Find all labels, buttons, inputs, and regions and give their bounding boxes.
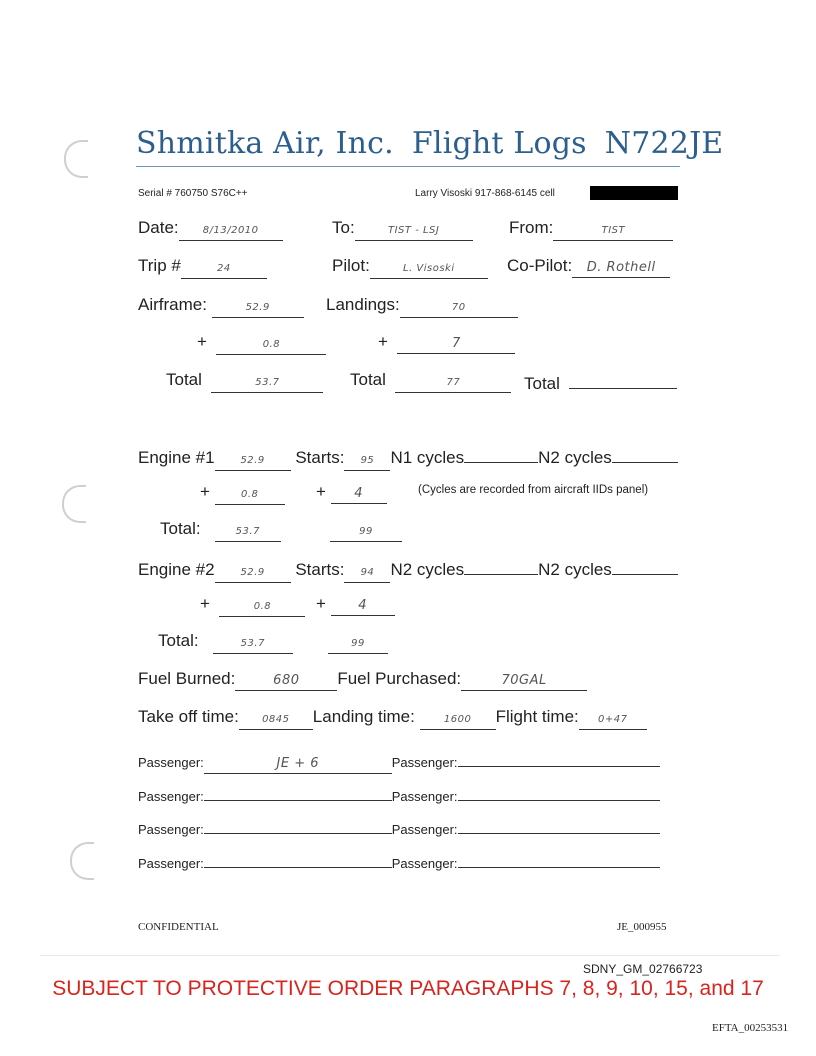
from-value: TIST: [553, 222, 673, 241]
engine2-label: Engine #2: [138, 560, 215, 579]
engine2-add-row: [200, 594, 305, 617]
title-rule: [136, 166, 680, 167]
passenger-label: Passenger:: [391, 856, 458, 871]
engine1-add-value: 0.8: [215, 486, 285, 505]
airframe-add-value: 0.8: [216, 336, 326, 355]
engine1-row: [138, 444, 678, 471]
passenger-row: [138, 782, 660, 804]
pilot-value: L. Visoski: [370, 260, 488, 279]
airframe-label: Airframe:: [138, 295, 207, 314]
engine2-starts-add-row: [316, 594, 395, 616]
engine2-starts: 94: [344, 564, 390, 583]
efta-number: EFTA_00253531: [712, 1022, 789, 1034]
total-label: Total:: [160, 519, 201, 538]
landing-time-value: 1600: [420, 711, 496, 730]
engine2-starts-total-value: 99: [328, 635, 388, 654]
engine1-starts-total-row: [330, 519, 402, 542]
plus-sign: +: [200, 594, 210, 613]
passenger-value: [204, 782, 392, 801]
date-value: 8/13/2010: [179, 222, 283, 241]
flight-time-value: 0+47: [579, 711, 647, 730]
passenger-label: Passenger:: [138, 755, 204, 770]
passenger-label: Passenger:: [138, 789, 204, 804]
plus-sign: +: [378, 332, 388, 351]
from-label: From:: [509, 218, 554, 237]
fuel-purchased-value: 70GAL: [461, 672, 587, 691]
pilot-label: Pilot:: [332, 256, 370, 275]
fuel-burned-value: 680: [235, 672, 337, 691]
airframe-total-row: [166, 370, 323, 393]
takeoff-value: 0845: [239, 711, 313, 730]
n2-cycles-value-a: [464, 556, 538, 575]
plus-sign: +: [200, 482, 210, 501]
engine1-hours: 52.9: [215, 452, 291, 471]
to-value: TIST - LSJ: [355, 222, 473, 241]
passenger-value: [458, 748, 660, 767]
bates-number: SDNY_GM_02766723: [583, 962, 703, 976]
third-total-value: [569, 370, 677, 389]
binder-hole-bottom: [70, 842, 94, 880]
cycles-note: (Cycles are recorded from aircraft IIDs panel): [418, 484, 649, 496]
n1-cycles-value: [464, 444, 538, 463]
tail-number: N722JE: [604, 126, 724, 161]
engine1-total-row: [160, 519, 281, 542]
landings-label: Landings:: [326, 295, 400, 314]
total-label: Total: [350, 370, 386, 389]
engine2-add-value: 0.8: [219, 598, 305, 617]
passenger-value: [204, 849, 392, 868]
fuel-purchased-label: Fuel Purchased:: [337, 669, 462, 688]
airframe-row: [138, 295, 304, 318]
third-total-row: [524, 370, 677, 394]
times-row: [138, 707, 647, 730]
date-row: [138, 218, 283, 241]
engine1-starts-total-value: 99: [330, 523, 402, 542]
fuel-burned-label: Fuel Burned:: [138, 669, 236, 688]
starts-label: Starts:: [295, 448, 345, 467]
landing-time-label: Landing time:: [312, 707, 415, 726]
binder-hole-middle: [62, 485, 86, 523]
total-label: Total: [524, 374, 560, 393]
copilot-label: Co-Pilot:: [507, 256, 573, 275]
n2-cycles-label-a: N2 cycles: [390, 560, 465, 579]
airframe-total-value: 53.7: [211, 374, 323, 393]
engine2-starts-add-value: 4: [331, 597, 395, 616]
to-row: [332, 218, 473, 241]
passenger-value: [204, 815, 392, 834]
passenger-label: Passenger:: [391, 789, 458, 804]
landings-value: 70: [400, 299, 518, 318]
passenger-row: [138, 748, 660, 774]
passenger-label: Passenger:: [391, 822, 458, 837]
passenger-value: JE + 6: [204, 755, 392, 774]
log-title: Flight Logs: [411, 126, 587, 161]
flight-time-label: Flight time:: [495, 707, 579, 726]
starts-label: Starts:: [295, 560, 345, 579]
trip-value: 24: [181, 260, 267, 279]
airframe-value: 52.9: [212, 299, 304, 318]
redaction-box: [590, 186, 678, 200]
passenger-value: [458, 849, 660, 868]
total-label: Total:: [158, 631, 199, 650]
binder-hole-top: [64, 140, 88, 178]
to-label: To:: [332, 218, 355, 237]
document-title: [136, 126, 723, 161]
n2-cycles-value-b: [612, 556, 678, 575]
plus-sign: +: [316, 482, 326, 501]
engine1-starts: 95: [344, 452, 390, 471]
plus-sign: +: [197, 332, 207, 351]
document-id: JE_000955: [617, 921, 667, 933]
landings-add-row: [378, 332, 515, 354]
engine2-total-value: 53.7: [213, 635, 293, 654]
engine2-starts-total-row: [328, 631, 388, 654]
airframe-add-row: [197, 332, 326, 355]
n2-cycles-value: [612, 444, 678, 463]
n2-cycles-label: N2 cycles: [538, 448, 612, 467]
takeoff-label: Take off time:: [138, 707, 239, 726]
engine1-label: Engine #1: [138, 448, 215, 467]
company-name: Shmitka Air, Inc.: [136, 126, 394, 161]
scan-edge-line: [40, 955, 780, 956]
engine2-total-row: [158, 631, 293, 654]
engine2-hours: 52.9: [215, 564, 291, 583]
engine1-total-value: 53.7: [215, 523, 281, 542]
total-label: Total: [166, 370, 202, 389]
protective-order-notice: SUBJECT TO PROTECTIVE ORDER PARAGRAPHS 7, 8, 9, 10, 15, and 17: [52, 977, 764, 1000]
engine1-add-row: [200, 482, 285, 505]
n2-cycles-label-b: N2 cycles: [538, 560, 612, 579]
serial-number: Serial # 760750 S76C++: [138, 188, 248, 199]
landings-add-value: 7: [397, 335, 515, 354]
pilot-contact: Larry Visoski 917-868-6145 cell: [415, 188, 555, 199]
passenger-label: Passenger:: [138, 856, 204, 871]
passenger-value: [458, 782, 660, 801]
passenger-label: Passenger:: [391, 755, 458, 770]
engine1-starts-add-value: 4: [331, 485, 387, 504]
from-row: [509, 218, 673, 241]
landings-total-row: [350, 370, 511, 393]
passenger-row: [138, 815, 660, 837]
engine2-row: [138, 556, 678, 583]
passenger-label: Passenger:: [138, 822, 204, 837]
engine1-starts-add-row: [316, 482, 387, 504]
plus-sign: +: [316, 594, 326, 613]
confidential-label: CONFIDENTIAL: [138, 921, 219, 933]
date-label: Date:: [138, 218, 179, 237]
fuel-row: [138, 669, 587, 691]
trip-label: Trip #: [138, 256, 181, 275]
passenger-value: [458, 815, 660, 834]
n1-cycles-label: N1 cycles: [390, 448, 465, 467]
pilot-row: [332, 256, 488, 279]
copilot-row: [507, 256, 670, 278]
landings-total-value: 77: [395, 374, 511, 393]
passenger-row: [138, 849, 660, 871]
landings-row: [326, 295, 518, 318]
trip-row: [138, 256, 267, 279]
copilot-value: D. Rothell: [572, 259, 670, 278]
